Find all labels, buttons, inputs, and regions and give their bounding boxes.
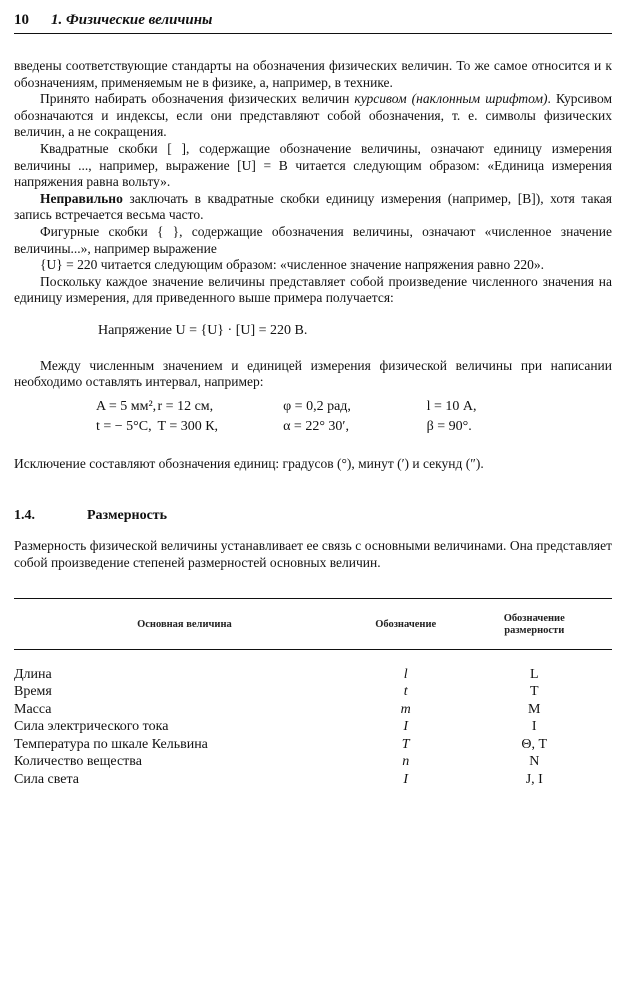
paragraph	[14, 91, 612, 141]
column-header-quantity: Основная величина	[14, 598, 355, 649]
example-item: r = 12 см,	[157, 398, 214, 414]
column-header-dimension	[457, 598, 612, 649]
examples-row	[14, 397, 612, 418]
section-text: Размерность физической величины устанавливает ее связь с основными величинами. Она представляет собой произведение степеней размерностей основных величин.	[14, 538, 612, 571]
example-item: β = 90°.	[426, 419, 472, 435]
cell-symbol: n	[402, 754, 410, 770]
section-number: 1.4.	[14, 508, 35, 524]
cell-symbol: I	[403, 719, 409, 735]
paragraph: Поскольку каждое значение величины представляет собой произведение численного значения на единицу измерения, для приведенного выше примера получается:	[14, 273, 612, 306]
cell-dimension: Θ, T	[521, 736, 548, 752]
paragraph	[14, 191, 612, 224]
table-row	[14, 683, 612, 701]
cell-symbol: I	[403, 771, 409, 787]
text-run: Принято набирать обозначения физических величин	[40, 91, 355, 107]
paragraph: Фигурные скобки { }, содержащие обозначения величины, означают «численное значение величины...», например выражение	[14, 223, 612, 256]
cell-dimension: I	[531, 719, 537, 735]
formula: Напряжение U = {U} · [U] = 220 В.	[98, 322, 308, 338]
page-header	[14, 10, 612, 34]
dimension-table-wrapper	[14, 598, 612, 789]
example-item: T = 300 К,	[157, 419, 219, 435]
cell-dimension: J, I	[525, 771, 543, 787]
cell-symbol: t	[403, 684, 408, 700]
examples-row	[14, 417, 612, 438]
paragraph: {U} = 220 читается следующим образом: «численное значение напряжения равно 220».	[40, 257, 545, 273]
cell-quantity: Длина	[14, 666, 52, 682]
chapter-title: 1. Физические величины	[51, 12, 213, 28]
header-line: размерности	[504, 624, 565, 636]
example-item: φ = 0,2 рад,	[283, 398, 351, 414]
cell-quantity: Сила света	[14, 771, 79, 787]
example-item: t = − 5°C,	[96, 419, 152, 435]
paragraph: Исключение составляют обозначения единиц: градусов (°), минут (′) и секунд (″).	[14, 455, 484, 471]
text-run: . Курсивом обозначаются и индексы, если они представляют собой обозначения, т. е. символы физических величин, а не сокращения.	[14, 91, 612, 140]
cell-quantity: Температура по шкале Кельвина	[14, 736, 208, 752]
table-row	[14, 718, 612, 736]
book-page	[14, 10, 612, 788]
table-row	[14, 736, 612, 754]
example-item: α = 22° 30′,	[283, 419, 349, 435]
italic-text: курсивом (наклонным шрифтом)	[354, 91, 548, 107]
cell-dimension: L	[529, 666, 539, 682]
cell-quantity: Количество вещества	[14, 754, 142, 770]
section-title: Размерность	[87, 508, 168, 524]
text-run: заключать в квадратные скобки единицу измерения (например, [В]), хотя такая запись встречается весьма часто.	[14, 190, 612, 223]
header-line: Обозначение	[503, 612, 565, 624]
column-header-symbol: Обозначение	[355, 598, 457, 649]
example-item: l = 10 А,	[426, 398, 477, 414]
table-row	[14, 649, 612, 683]
paragraph: Между численным значением и единицей измерения физической величины при написании необходимо оставлять интервал, например:	[14, 357, 612, 390]
main-text	[14, 58, 612, 472]
section-heading	[14, 508, 612, 524]
paragraph: введены соответствующие стандарты на обозначения физических величин. То же самое относится и к обозначениям, применяемым не в физике, а, например, в технике.	[14, 58, 612, 90]
examples-table	[14, 397, 612, 438]
table-header-row	[14, 598, 612, 649]
cell-symbol: l	[403, 666, 408, 682]
example-item: A = 5 мм²,	[96, 398, 157, 414]
paragraph: Квадратные скобки [ ], содержащие обозначение величины, означают единицу измерения величины ..., например, выражение [U] = В читается следующим образом: «Единица измерения напряжения равна вольту».	[14, 140, 612, 190]
cell-quantity: Время	[14, 684, 52, 700]
cell-dimension: M	[528, 701, 541, 717]
table-row	[14, 753, 612, 771]
cell-quantity: Сила электрического тока	[14, 719, 169, 735]
cell-symbol: m	[400, 701, 411, 717]
cell-quantity: Масса	[14, 701, 52, 717]
table-row	[14, 771, 612, 789]
page-number: 10	[14, 12, 29, 28]
dimension-table	[14, 598, 612, 789]
bold-text: Неправильно	[40, 190, 123, 206]
table-row	[14, 701, 612, 719]
cell-symbol: T	[401, 736, 410, 752]
cell-dimension: N	[529, 754, 540, 770]
cell-dimension: T	[529, 684, 539, 700]
